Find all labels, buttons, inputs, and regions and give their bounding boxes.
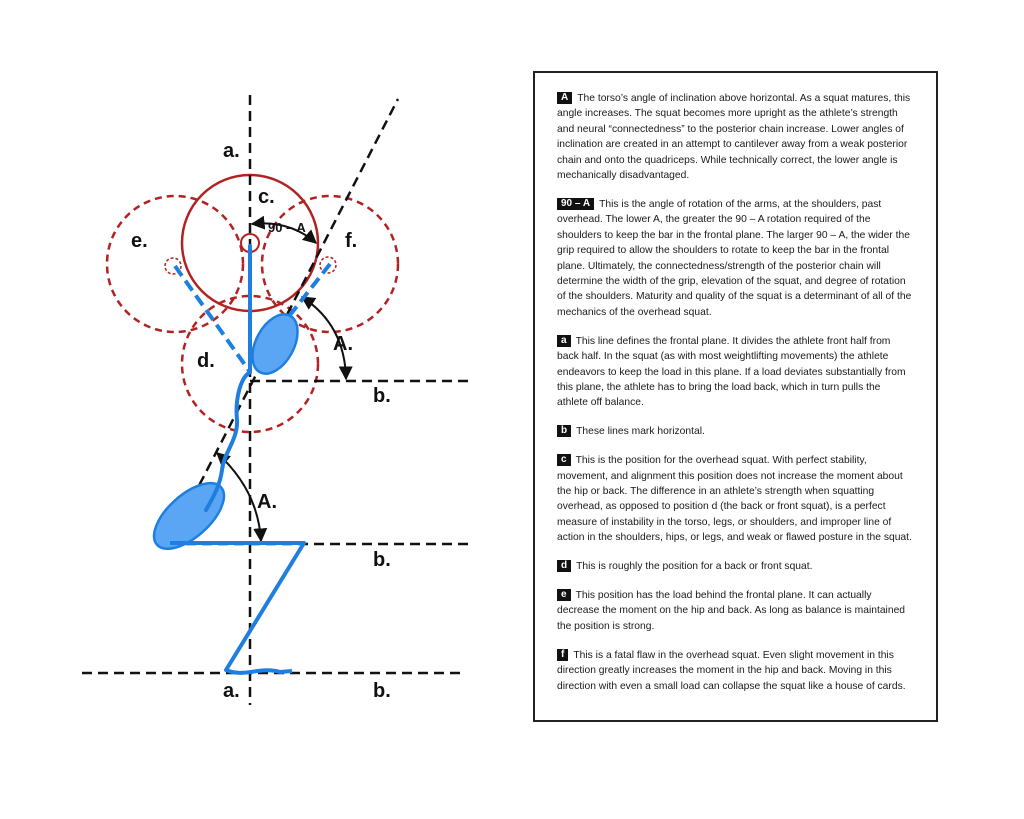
legend-text: This is roughly the position for a back or front squat.	[576, 561, 813, 573]
upper-arm-shape	[243, 307, 307, 381]
label-angle-arms: 90 – A	[268, 220, 306, 235]
legend-item-90-A	[557, 197, 914, 320]
legend-key: d	[557, 560, 571, 572]
legend-item-A	[557, 91, 914, 183]
legend-item-e	[557, 588, 914, 634]
legend-key: A	[557, 92, 572, 104]
leg-line	[170, 543, 304, 673]
legend-panel	[533, 71, 938, 722]
legend-key: a	[557, 335, 571, 347]
label-b-bottom: b.	[373, 680, 391, 702]
legend-item-d	[557, 559, 914, 574]
label-b-middle: b.	[373, 549, 391, 571]
spine-line	[206, 246, 250, 510]
legend-text: This is the position for the overhead squat. With perfect stability, movement, and alignment this position does not increase the moment about the hip or back. The difference in an athlete’s strength when squatting overhead, as opposed to position d (the back or front squat), is a perfect measure of instability in the torso, legs, or shoulders, and improper line of action in the shoulders, hips, or legs, and weak or flawed posture in the squat.	[557, 455, 912, 544]
legend-key: b	[557, 425, 571, 437]
circle-e	[107, 196, 243, 332]
legend-key: f	[557, 649, 568, 661]
label-b-top: b.	[373, 385, 391, 407]
legend-item-a	[557, 334, 914, 411]
label-c: c.	[258, 186, 275, 208]
legend-item-b	[557, 424, 914, 439]
legend-key: e	[557, 589, 571, 601]
label-a-bottom: a.	[223, 680, 240, 702]
legend-text: This position has the load behind the frontal plane. It can actually decrease the moment on the hip and back. As long as balance is maintained the position is strong.	[557, 589, 906, 632]
legend-item-f	[557, 648, 914, 694]
legend-text: This is a fatal flaw in the overhead squat. Even slight movement in this direction greatly increases the moment in the hip and back. Moving in this direction with even a small load can collapse the squat like a house of cards.	[557, 649, 906, 692]
legend-text: This is the angle of rotation of the arms, at the shoulders, past overhead. The lower A, the greater the 90 – A rotation required of the shoulders to keep the bar in the frontal plane. The larger 90 – A, the wider the grip required to allow the shoulders to rotate to keep the bar in the frontal plane. Ultimately, the connectedness/strength of the posterior chain will determine the width of the grip, elevation of the squat, and degree of rotation of the shoulders. Maturity and quality of the squat is a determinant of all of the mechanics of the overhead squat.	[557, 198, 912, 318]
label-angle-lower: A.	[257, 491, 277, 513]
label-a-top: a.	[223, 140, 240, 162]
legend-text: These lines mark horizontal.	[576, 426, 705, 438]
label-f: f.	[345, 230, 358, 252]
legend-key: c	[557, 454, 571, 466]
label-d: d.	[197, 350, 215, 372]
label-angle-upper: A.	[333, 333, 353, 355]
legend-text: The torso’s angle of inclination above horizontal. As a squat matures, this angle increases. The squat becomes more upright as the athlete’s strength and neural “connectedness” to the posterior chain increase. Lower angles of inclination are created in an attempt to cantilever away from a weak posterior chain and onto the quadriceps. While technically correct, the lower angle is mechanically disadvantaged.	[557, 93, 911, 182]
legend-text: This line defines the frontal plane. It divides the athlete front half from back half. In the squat (as with most weightlifting movements) the athlete endeavors to keep the load in this plane. If a load deviates substantially from this plane, the athlete has to bring the load back, which in turn pulls the athlete off balance.	[557, 335, 906, 409]
thigh-shape	[143, 472, 235, 561]
label-e: e.	[131, 230, 148, 252]
legend-item-c	[557, 453, 914, 545]
legend-key: 90 – A	[557, 198, 594, 210]
